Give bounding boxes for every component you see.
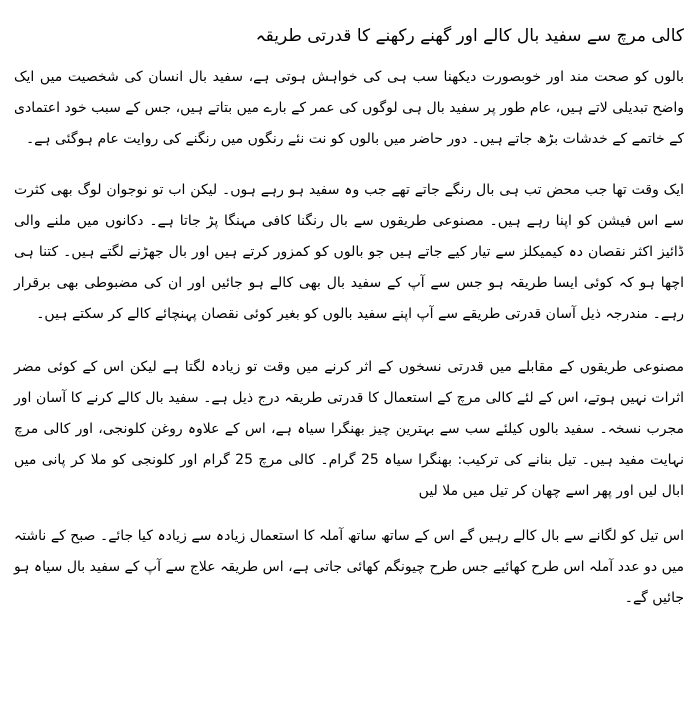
article-paragraph: اس تیل کو لگانے سے بال کالے رہیں گے اس کے ساتھ ساتھ آملہ کا استعمال زیادہ سے زیادہ کیا جائے۔ صبح کے ناشتہ میں دو عدد آملہ اس طرح کھائیے جس طرح چیونگم کھائی جاتی ہے، اس طریقہ علاج سے آپ کے سفید بال سیاہ ہو جائیں گے۔: [14, 528, 684, 606]
article-title: کالی مرچ سے سفید بال کالے اور گھنے رکھنے کا قدرتی طریقہ: [255, 26, 684, 46]
article-paragraph: بالوں کو صحت مند اور خوبصورت دیکھنا سب ہی کی خواہش ہوتی ہے، سفید بال انسان کی شخصیت میں ایک واضح تبدیلی لاتے ہیں، عام طور پر سفید بال ہی لوگوں کی عمر کے بارے میں بتاتے ہیں، جس کے سبب خود اعتمادی کے خاتمے کے خدشات بڑھ جاتے ہیں۔ دور حاضر میں بالوں کو نت نئے رنگوں میں رنگنے کی روایت عام ہوگئی ہے۔: [14, 69, 684, 147]
article-paragraph: ایک وقت تھا جب محض تب ہی بال رنگے جاتے تھے جب وہ سفید ہو رہے ہوں۔ لیکن اب تو نوجوان لوگ بھی کثرت سے اس فیشن کو اپنا رہے ہیں۔ مصنوعی طریقوں سے بال رنگنا کافی مہنگا پڑ جاتا ہے۔ دکانوں میں ملنے والی ڈائیز اکثر نقصان دہ کیمیکلز سے تیار کیے جاتے ہیں جو بالوں کو کمزور کرتے ہیں اور بال جھڑنے لگتے ہیں۔ کتنا ہی اچھا ہو کہ کوئی ایسا طریقہ ہو جس سے آپ کے سفید بال بھی کالے ہو جائیں اور ان کی مضبوطی بھی برقرار رہے۔ مندرجہ ذیل آسان قدرتی طریقے سے آپ اپنے سفید بالوں کو بغیر کوئی نقصان پہنچائے کالے کر سکتے ہیں۔: [14, 182, 684, 322]
article-paragraph: مصنوعی طریقوں کے مقابلے میں قدرتی نسخوں کے اثر کرنے میں وقت تو زیادہ لگتا ہے لیکن اس کے کوئی مضر اثرات نہیں ہوتے، اس کے لئے کالی مرچ کے استعمال کا قدرتی طریقہ درج ذیل ہے۔ سفید بال کالے کرنے کا آسان اور مجرب نسخہ۔ سفید بالوں کیلئے سب سے بہترین چیز بھنگرا سیاہ ہے، اس کے علاوہ روغن کلونجی، اور کالی مرچ نہایت مفید ہیں۔ تیل بنانے کی ترکیب: بھنگرا سیاہ 25 گرام۔ کالی مرچ 25 گرام اور کلونجی کو ملا کر پانی میں ابال لیں اور پھر اسے چھان کر تیل میں ملا لیں: [14, 359, 684, 499]
